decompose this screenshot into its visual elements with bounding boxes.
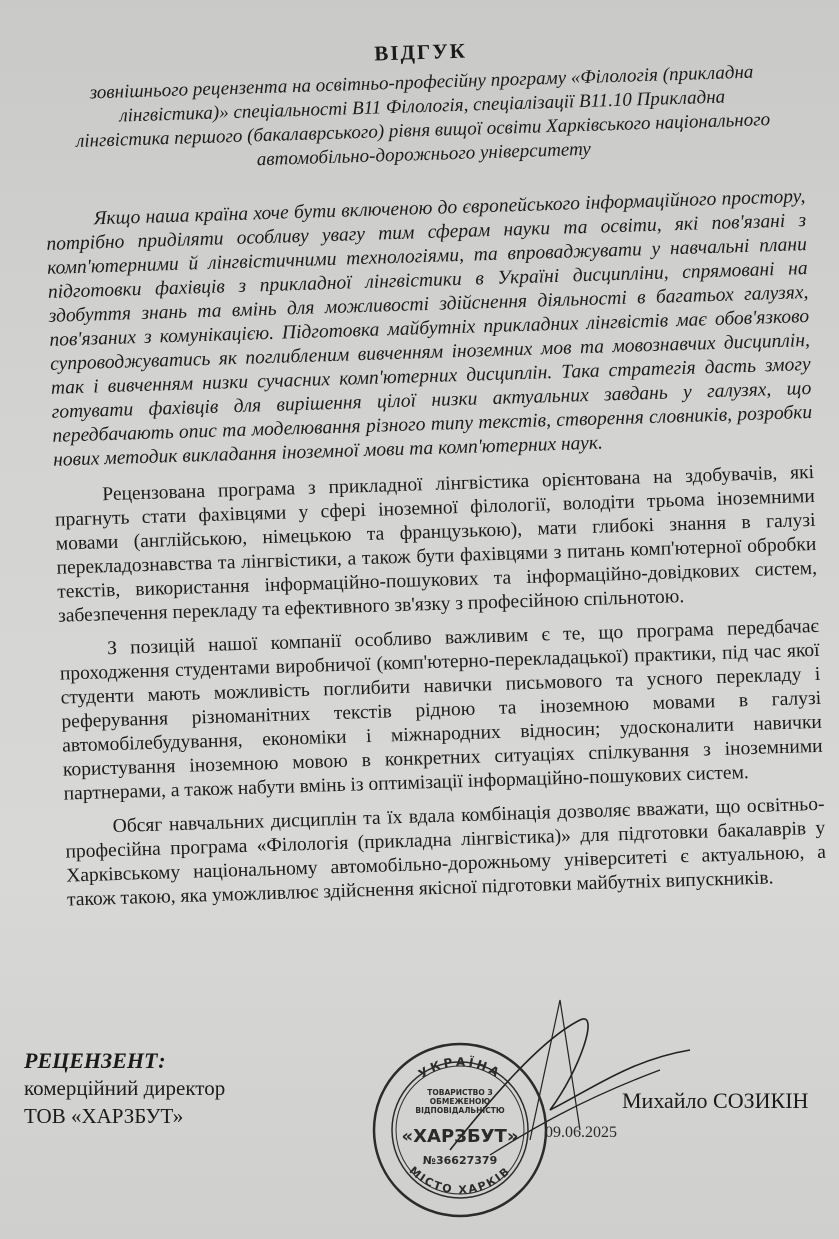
stamp-org-type: ТОВАРИСТВО З ОБМЕЖЕНОЮ ВІДПОВІДАЛЬНІСТЮ [415,1088,505,1115]
stamp-city-text: МІСТО ХАРКІВ [406,1163,514,1197]
paragraph-3: З позицій нашої компанії особливо важливим є те, що програма передбачає проходження студентами виробничої (комп'ютерно-перекладацької) практики, під час якої студенти мають можливість поглибити навички письмового та усного перекладу і реферування різноманітних текстів рідною та іноземною мовами в галузі автомобілебудування, економіки і міжнародних відносин; удосконалити навички користування іноземною мовою в конкретних ситуаціях спілкування з іноземними партнерами, а також набути вмінь із оптимізації інформаційно-пошукових систем. [59,615,823,805]
stamp-company-name: «ХАРЗБУТ» [401,1126,519,1147]
document-title: ВІДГУК [373,38,468,66]
reviewer-name: Михайло СОЗИКІН [622,1088,809,1113]
reviewer-label: РЕЦЕНЗЕНТ: [24,1048,166,1073]
document-subtitle: зовнішнього рецензента на освітньо-професійну програму «Філологія (прикладна лінгвістика)» спеціальності В11 Філологія, спеціалізації В11.10 Прикладна лінгвістика першого (бакалаврського) рівня вищої освіти Харківського національного автомобільно-дорожнього університету [75,61,771,171]
reviewer-company: ТОВ «ХАРЗБУТ» [24,1104,184,1128]
paragraph-2: Рецензована програма з прикладної лінгвістика орієнтована на здобувачів, які прагнуть стати фахівцями у сфері іноземної філології, володіти трьома іноземними мовами (англійською, німецькою та французькою), мати глибокі знання в галузі перекладознавства та лінгвістики, а також бути фахівцями з питань комп'ютерної обробки текстів, використання інформаційно-пошукових та інформаційно-довідкових систем, забезпечення перекладу та ефективного зв'язку з професійною спільнотою. [54,461,818,627]
stamp-country-text: УКРАЇНА [415,1054,505,1082]
signature-block [0,1040,839,1220]
document-body [40,16,827,912]
paragraph-4: Обсяг навчальних дисциплін та їх вдала комбінація дозволяє вважати, що освітньо-професійна програма «Філологія (прикладна лінгвістика)» для підготовки бакалаврів у Харківському національному автомобільно-дорожньому університеті є актуальною, а також такою, яка уможливлює здійснення якісної підготовки майбутніх випускників. [65,793,827,911]
paragraph-1: Якщо наша країна хоче бути включеною до європейського інформаційного простору, потрібно приділяти особливу увагу тим сферам науки та освіти, які пов'язані з комп'ютерними й лінгвістичними технологіями, та впроваджувати у навчальні плани підготовки фахівців з прикладної лінгвістики в Україні дисципліни, спрямовані на здобуття знань та вмінь для можливості здійснення діяльності в багатьох галузях, пов'язаних з комунікацією. Підготовка майбутніх прикладних лінгвістів має обов'язково супроводжуватись як поглибленим вивченням іноземних мов та мовознавчих дисциплін, так і вивченням низки сучасних комп'ютерних дисциплін. Така стратегія дасть змогу готувати фахівців для вирішення цілої низки актуальних завдань у галузях, що передбачають опис та моделювання різного типу текстів, створення словників, розробки нових методик викладання іноземної мови та комп'ютерних наук. [46,186,813,471]
svg-text:УКРАЇНА [416,1055,504,1081]
stamp-code: №36627379 [422,1154,498,1167]
svg-text:МІСТО ХАРКІВ [407,1164,514,1197]
reviewer-position: комерційний директор [24,1076,226,1100]
signature-date: 09.06.2025 [545,1124,617,1141]
company-seal-stamp [370,1040,550,1220]
